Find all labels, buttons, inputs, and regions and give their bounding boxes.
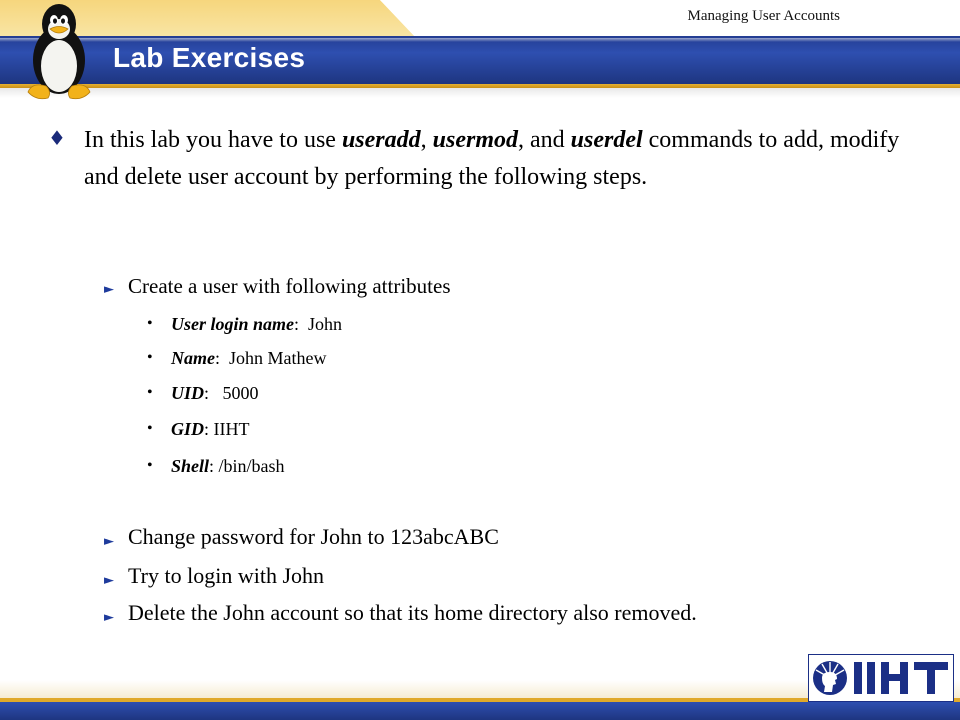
intro-suffix: commands to add, modify and delete user account by performing the following steps. — [84, 127, 900, 190]
command-userdel: userdel — [570, 127, 643, 153]
header-subtitle: Managing User Accounts — [687, 8, 840, 24]
step-text: Change password for John to 123abcABC — [128, 524, 499, 549]
intro-separator-2: , and — [518, 127, 571, 153]
header-shadow — [0, 88, 960, 98]
attribute-value: /bin/bash — [218, 456, 285, 476]
step-text: Delete the John account so that its home directory also removed. — [128, 600, 697, 625]
dot-bullet-icon: • — [147, 420, 153, 437]
attribute-separator: : — [204, 419, 214, 439]
attribute-value: John — [308, 314, 343, 334]
command-useradd: useradd — [341, 127, 421, 153]
footer-bar — [0, 702, 960, 720]
diamond-bullet-icon: ♦ — [48, 126, 66, 150]
iiht-logo-icon — [808, 654, 954, 702]
triangle-bullet-icon: ► — [104, 573, 114, 588]
attribute-separator: : — [294, 314, 309, 334]
dot-bullet-icon: • — [147, 457, 153, 474]
step-text: Create a user with following attributes — [128, 274, 451, 298]
attribute-value: John Mathew — [229, 348, 327, 368]
attribute-separator: : — [215, 348, 230, 368]
triangle-bullet-icon: ► — [104, 534, 114, 549]
command-usermod: usermod — [432, 127, 518, 153]
intro-prefix: In this lab you have to use — [84, 127, 342, 153]
dot-bullet-icon: • — [147, 349, 153, 366]
attribute-label: User login name — [171, 314, 295, 334]
attribute-separator: : — [204, 383, 223, 403]
step-text: Try to login with John — [128, 563, 325, 588]
attribute-label: UID — [171, 383, 205, 403]
attribute-separator: : — [209, 456, 219, 476]
dot-bullet-icon: • — [147, 315, 153, 332]
intro-separator-1: , — [420, 127, 433, 153]
attribute-label: Name — [171, 348, 215, 368]
attribute-value: 5000 — [222, 383, 259, 403]
dot-bullet-icon: • — [147, 384, 153, 401]
triangle-bullet-icon: ► — [104, 610, 114, 625]
tux-penguin-icon — [18, 2, 100, 102]
attribute-label: GID — [171, 419, 205, 439]
attribute-value: IIHT — [213, 419, 250, 439]
attribute-label: Shell — [171, 456, 210, 476]
intro-text — [84, 122, 904, 196]
slide-title: Lab Exercises — [113, 42, 306, 73]
triangle-bullet-icon: ► — [104, 282, 114, 297]
